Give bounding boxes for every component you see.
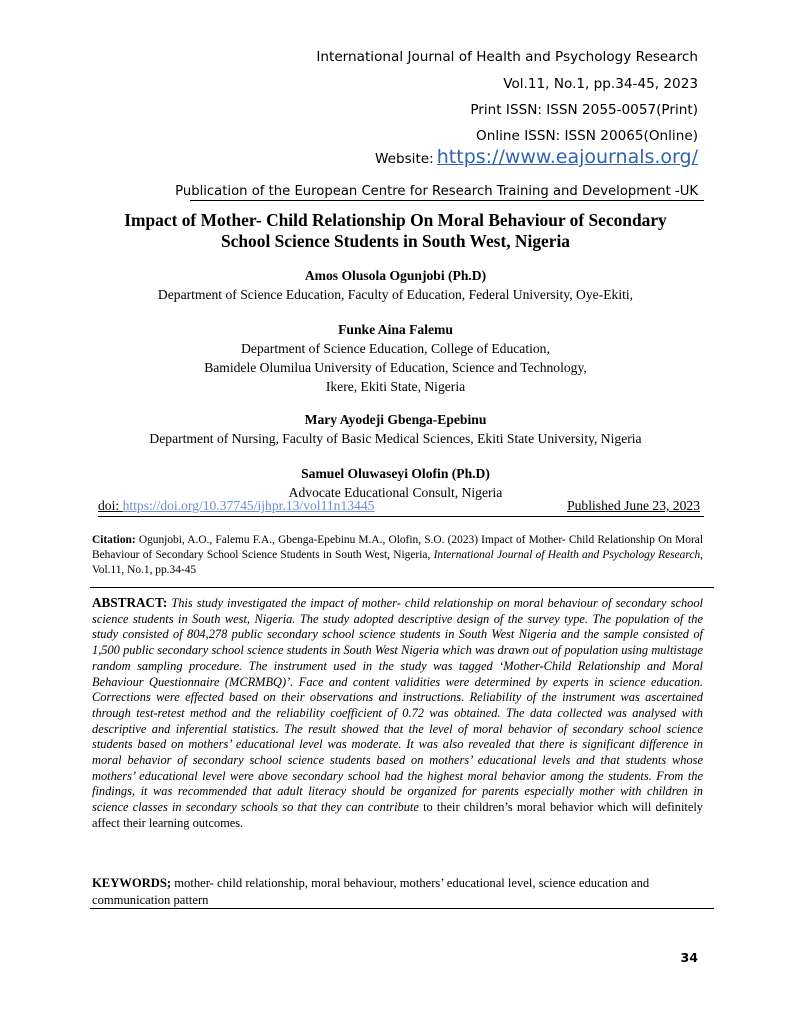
header-divider (190, 200, 704, 201)
website-label: Website: (374, 151, 434, 167)
doi (98, 498, 374, 514)
abstract-tail: to their children’s moral behavior which will definitely affect their learning outcomes. (92, 800, 703, 830)
page-number: 34 (680, 950, 698, 965)
doi-row (98, 498, 704, 516)
keywords (92, 875, 703, 909)
online-issn: Online ISSN: ISSN 20065(Online) (476, 128, 698, 144)
author-name: Amos Olusola Ogunjobi (Ph.D) (304, 268, 487, 283)
keywords-divider (90, 908, 714, 909)
author-block-4 (90, 464, 701, 502)
citation-label: Citation: (92, 534, 136, 546)
author-name: Funke Aina Falemu (338, 322, 453, 337)
citation-text: Ogunjobi, A.O., Falemu F.A., Gbenga-Epebinu M.A., Olofin, S.O. (2023) Impact of Mother- Child Relationship On Moral Behaviour of Secondary School Science Students in South West, Nigeria, (92, 534, 703, 561)
doi-link[interactable]: https://doi.org/10.37745/ijhpr.13/vol11n13445 (122, 498, 375, 513)
abstract-label: ABSTRACT: (92, 595, 168, 610)
author-block-3 (90, 410, 701, 448)
volume-info: Vol.11, No.1, pp.34-45, 2023 (503, 76, 698, 92)
citation-divider (90, 587, 714, 588)
author-affiliation: Department of Science Education, Faculty of Education, Federal University, Oye-Ekiti, (157, 287, 634, 302)
author-affiliation: Advocate Educational Consult, Nigeria (288, 485, 503, 500)
citation-journal: International Journal of Health and Psychology Research (433, 549, 701, 561)
title-line-2: School Science Students in South West, Nigeria (221, 231, 570, 251)
publisher-line: Publication of the European Centre for Research Training and Development -UK (175, 184, 698, 199)
author-name: Mary Ayodeji Gbenga-Epebinu (304, 412, 487, 427)
paper-title (90, 210, 701, 252)
author-affiliation: Ikere, Ekiti State, Nigeria (325, 379, 466, 394)
author-affiliation: Bamidele Olumilua University of Education, Science and Technology, (204, 360, 587, 375)
keywords-text: mother- child relationship, moral behaviour, mothers’ educational level, science education and communication pattern (92, 876, 650, 907)
keywords-label: KEYWORDS; (92, 876, 172, 890)
title-line-1: Impact of Mother- Child Relationship On Moral Behaviour of Secondary (124, 210, 667, 230)
published-date: Published June 23, 2023 (567, 498, 700, 513)
author-block-1 (90, 266, 701, 304)
author-block-2 (90, 320, 701, 396)
print-issn: Print ISSN: ISSN 2055-0057(Print) (470, 102, 698, 118)
abstract-text: This study investigated the impact of mother- child relationship on moral behaviour of secondary school science students in South west, Nigeria. The study adopted descriptive design of the survey type. The population of the study consisted of 804,278 public secondary school science students in South West Nigeria and the sample consisted of 1,500 public secondary school science students in South West Nigeria which was drawn out of population using multistage random sampling procedure. The instrument used in the study was tagged ‘Mother-Child Relationship and Moral Behaviour Questionnaire (MCRMBQ)’. Face and content validities were determined by experts in science education. Corrections were effected based on their observations and instructions. Reliability of the instrument was ascertained through test-retest method and the reliability coefficient of 0.72 was obtained. The data collected was analysed with descriptive and inferential statistics. The result showed that the level of moral behavior of secondary school science students based on mothers’ educational level was moderate. It was also revealed that there is significant difference in moral behavior of secondary school science students based on mothers’ educational levels and that students whose mothers’ educational level were above secondary school had the highest moral behavior among the students. From the findings, it was recommended that adult literacy should be organized for parents especially mother with children in science classes in secondary schools so that they can contribute (92, 596, 703, 815)
journal-name: International Journal of Health and Psychology Research (316, 49, 698, 65)
author-name: Samuel Oluwaseyi Olofin (Ph.D) (301, 466, 490, 481)
author-affiliation: Department of Nursing, Faculty of Basic Medical Sciences, Ekiti State University, Nigeria (149, 431, 642, 446)
website-line (375, 148, 698, 168)
website-link[interactable]: https://www.eajournals.org/ (436, 146, 698, 168)
doi-divider (98, 516, 704, 517)
citation-tail: , Vol.11, No.1, pp.34-45 (92, 549, 703, 576)
abstract (92, 595, 703, 832)
doi-label: doi: (98, 498, 120, 513)
author-affiliation: Department of Science Education, College of Education, (241, 341, 550, 356)
citation (92, 533, 703, 578)
